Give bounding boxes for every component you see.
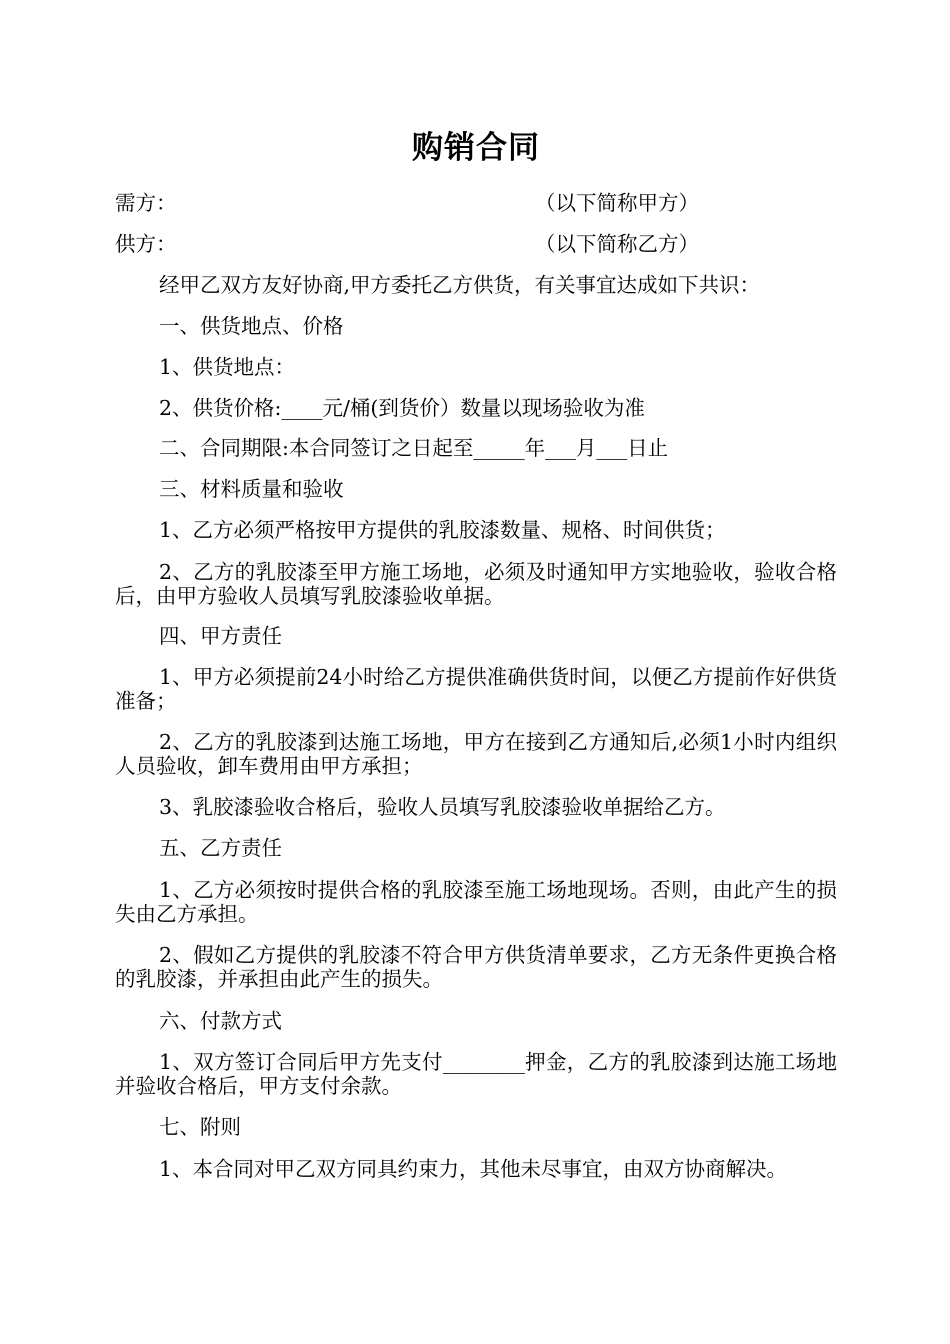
clause-4-3: 3、乳胶漆验收合格后，验收人员填写乳胶漆验收单据给乙方。 [159, 795, 726, 819]
section-heading-1: 一、供货地点、价格 [159, 314, 344, 338]
section-heading-4: 四、甲方责任 [159, 624, 282, 648]
supplier-line [115, 231, 837, 257]
supplier-alias: （以下简称乙方） [535, 232, 699, 256]
section-heading-2: 二、合同期限:本合同签订之日起至_____年___月___日止 [159, 436, 669, 460]
clause-4-2: 2、乙方的乳胶漆到达施工场地，甲方在接到乙方通知后,必须1小时内组织人员验收，卸车费用由甲方承担； [115, 730, 837, 778]
clause-1-1: 1、供货地点： [159, 355, 296, 379]
intro-paragraph: 经甲乙双方友好协商,甲方委托乙方供货，有关事宜达成如下共识： [159, 273, 761, 297]
buyer-line [115, 190, 837, 216]
buyer-label: 需方： [115, 191, 177, 215]
clause-5-2: 2、假如乙方提供的乳胶漆不符合甲方供货清单要求，乙方无条件更换合格的乳胶漆，并承担由此产生的损失。 [115, 943, 837, 991]
clause-3-1: 1、乙方必须严格按甲方提供的乳胶漆数量、规格、时间供货； [159, 518, 726, 542]
section-heading-6: 六、付款方式 [159, 1009, 282, 1033]
buyer-alias: （以下简称甲方） [535, 191, 699, 215]
clause-5-1: 1、乙方必须按时提供合格的乳胶漆至施工场地现场。否则，由此产生的损失由乙方承担。 [115, 878, 837, 926]
clause-6-1: 1、双方签订合同后甲方先支付________押金，乙方的乳胶漆到达施工场地并验收合格后，甲方支付余款。 [115, 1050, 837, 1098]
clause-3-2: 2、乙方的乳胶漆至甲方施工场地，必须及时通知甲方实地验收，验收合格后，由甲方验收人员填写乳胶漆验收单据。 [115, 560, 837, 608]
section-heading-3: 三、材料质量和验收 [159, 477, 344, 501]
clause-4-1: 1、甲方必须提前24小时给乙方提供准确供货时间，以便乙方提前作好供货准备； [115, 665, 837, 713]
clause-1-2: 2、供货价格:____元/桶(到货价）数量以现场验收为准 [159, 396, 645, 420]
section-heading-5: 五、乙方责任 [159, 836, 282, 860]
document-title: 购销合同 [412, 130, 540, 166]
clause-7-1: 1、本合同对甲乙双方同具约束力，其他未尽事宜，由双方协商解决。 [159, 1157, 788, 1181]
section-heading-7: 七、附则 [159, 1115, 241, 1139]
supplier-label: 供方： [115, 232, 177, 256]
